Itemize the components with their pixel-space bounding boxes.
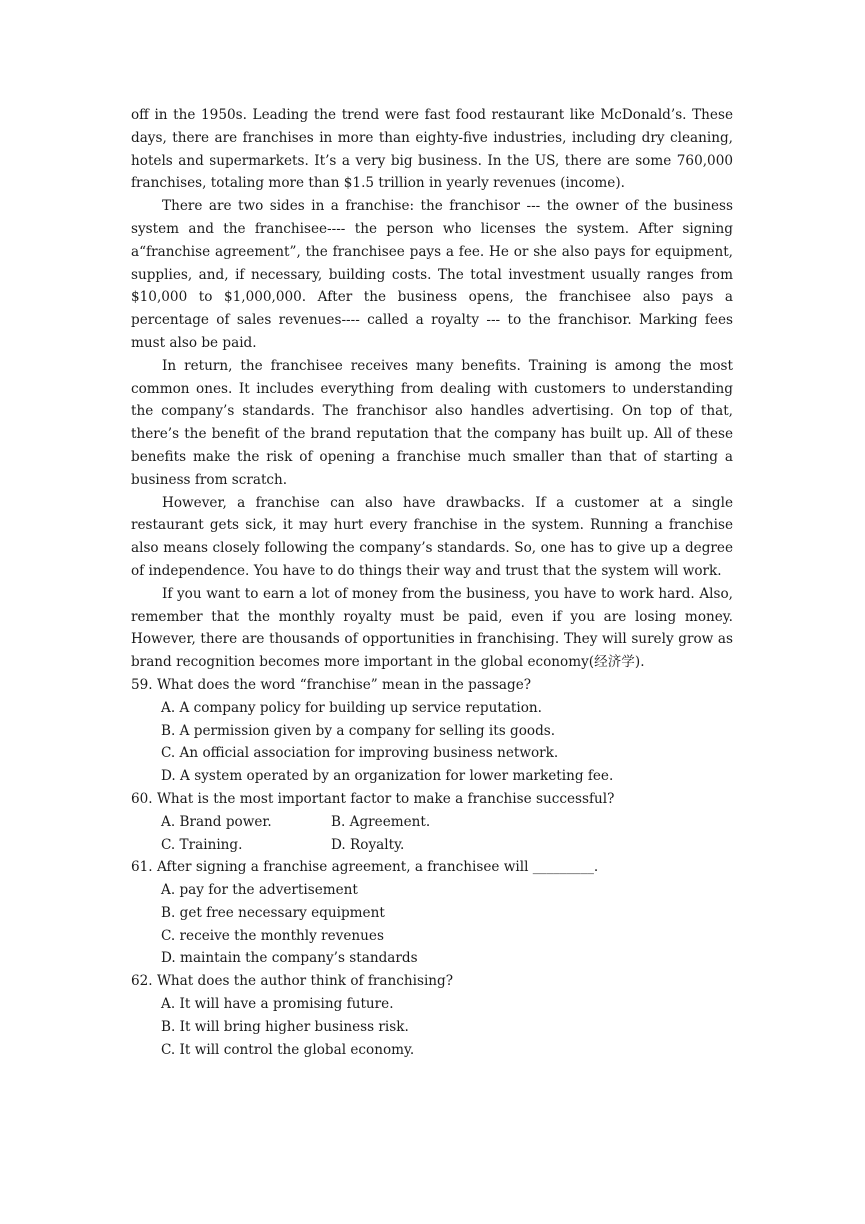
option-row [131,811,733,834]
question-stem: 62. What does the author think of franchising? [131,973,454,990]
passage-paragraph-4: However, a franchise can also have drawbacks. If a customer at a single restaurant gets sick, it may hurt every franchise in the system. Running a franchise also means closely following the company’s standards. So, one has to give up a degree of independence. You have to do things their way and trust that the system will work. [131,494,733,579]
option-c: C. Training. [161,836,243,853]
option-c: C. receive the monthly revenues [161,927,384,944]
option-b: B. A permission given by a company for selling its goods. [161,722,556,739]
question-stem: 60. What is the most important factor to make a franchise successful? [131,790,615,807]
passage-paragraph-1: off in the 1950s. Leading the trend were fast food restaurant like McDonald’s. These days, there are franchises in more than eighty-five industries, including dry cleaning, hotels and supermarkets. It’s a very big business. In the US, there are some 760,000 franchises, totaling more than $1.5 trillion in yearly revenues (income). [131,107,733,192]
passage-paragraph-3: In return, the franchisee receives many benefits. Training is among the most common ones. It includes everything from dealing with customers to understanding the company’s standards. The franchisor also handles advertising. On top of that, there’s the benefit of the brand reputation that the company has built up. All of these benefits make the risk of opening a franchise much smaller than that of starting a business from scratch. [131,357,733,488]
option-d: D. Royalty. [331,836,405,853]
option-a: A. Brand power. [161,813,272,830]
question-stem: 59. What does the word “franchise” mean in the passage? [131,676,532,693]
option-c: C. It will control the global economy. [161,1041,415,1058]
option-c: C. An official association for improving business network. [161,745,559,762]
passage-paragraph-2: There are two sides in a franchise: the franchisor --- the owner of the business system and the franchisee---- the person who licenses the system. After signing a“franchise agreement”, the franchisee pays a fee. He or she also pays for equipment, supplies, and, if necessary, building costs. The total investment usually ranges from $10,000 to $1,000,000. After the business opens, the franchisee also pays a percentage of sales revenues---- called a royalty --- to the franchisor. Marking fees must also be paid. [131,198,733,351]
passage-paragraph-5: If you want to earn a lot of money from the business, you have to work hard. Also, remember that the monthly royalty must be paid, even if you are losing money. However, there are thousands of opportunities in franchising. They will surely grow as brand recognition becomes more important in the global economy(经济学). [131,585,733,671]
document-page [131,104,733,1061]
question-stem: 61. After signing a franchise agreement, a franchisee will _________. [131,859,599,876]
question-62 [131,970,733,1061]
option-d: D. maintain the company’s standards [161,950,418,967]
option-a: A. It will have a promising future. [161,996,394,1013]
option-b: B. It will bring higher business risk. [161,1018,409,1035]
option-b: B. get free necessary equipment [161,904,385,921]
option-b: B. Agreement. [331,813,431,830]
question-59 [131,674,733,788]
option-a: A. A company policy for building up service reputation. [161,699,542,716]
question-60 [131,788,733,856]
option-d: D. A system operated by an organization for lower marketing fee. [161,768,614,785]
option-row [131,834,733,857]
question-61 [131,856,733,970]
option-a: A. pay for the advertisement [161,882,358,899]
